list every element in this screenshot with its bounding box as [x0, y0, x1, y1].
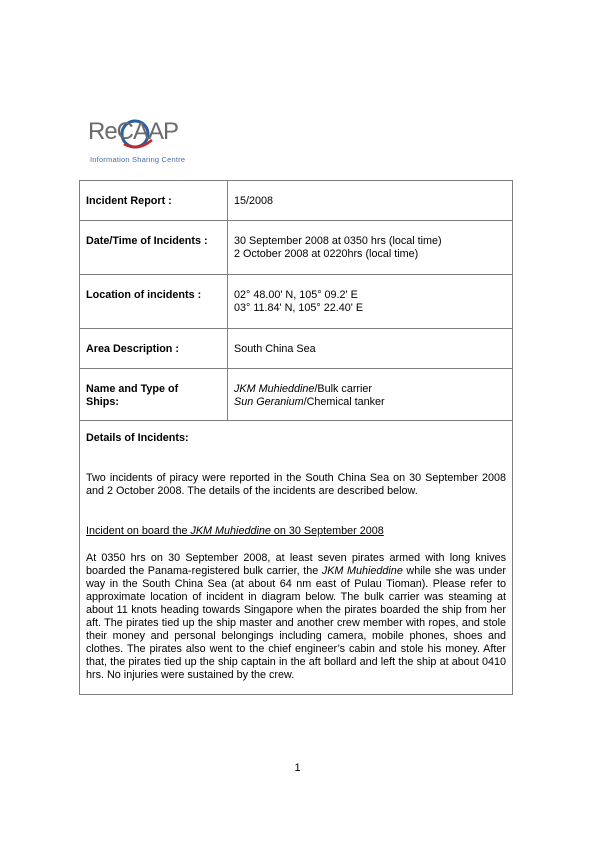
details-subheading [86, 525, 506, 538]
location-line1: 02° 48.00' N, 105° 09.2' E [234, 289, 358, 301]
ship-1-type: /Bulk carrier [314, 383, 373, 395]
date-time-line2: 2 October 2008 at 0220hrs (local time) [234, 248, 419, 260]
recaap-logo [88, 118, 208, 166]
row-incident-report [80, 181, 513, 221]
ships-value [228, 369, 513, 421]
ship-2-name: Sun Geranium [234, 396, 304, 408]
details-cell [80, 421, 513, 695]
logo-subtitle: Information Sharing Centre [90, 155, 186, 164]
ship-2-type: /Chemical tanker [303, 396, 385, 408]
incident-table [79, 180, 513, 695]
page-number: 1 [294, 762, 301, 774]
area-label: Area Description : [80, 329, 228, 369]
ships-label [80, 369, 228, 421]
date-time-value [228, 221, 513, 275]
ship-2 [234, 396, 506, 409]
details-body [86, 552, 506, 682]
ship-1 [234, 383, 506, 396]
body-part1: At 0350 hrs on 30 September 2008, at least seven pirates armed with long knives boarded the Panama-registered bulk carrier, the [86, 552, 506, 577]
incident-report-value: 15/2008 [228, 181, 513, 221]
ships-label-line2: Ships: [86, 396, 119, 408]
logo-text: ReCAAP [88, 118, 179, 145]
location-value [228, 275, 513, 329]
date-time-line1: 30 September 2008 at 0350 hrs (local time) [234, 235, 442, 247]
date-time-label: Date/Time of Incidents : [80, 221, 228, 275]
body-ship: JKM Muhieddine [321, 565, 403, 577]
row-ships [80, 369, 513, 421]
subheading-suffix: on 30 September 2008 [270, 525, 384, 537]
row-date-time [80, 221, 513, 275]
ships-label-line1: Name and Type of [86, 383, 179, 395]
subheading-ship: JKM Muhieddine [190, 525, 271, 537]
details-intro: Two incidents of piracy were reported in the South China Sea on 30 September 2008 and 2 October 2008. The details of the incidents are described below. [86, 472, 506, 497]
row-details [80, 421, 513, 695]
body-part2: while she was under way in the South China Sea (at about 64 nm east of Pulau Tioman). Please refer to approximate location of incident in diagram below. The bulk carrier was steaming at about 11 knots heading towards Singapore when the pirates boarded the ship from her aft. The pirates tied up the ship master and another crew member with ropes, and stole their money and personal belongings including camera, mobile phones, shoes and clothes. The pirates also went to the chief engineer’s cabin and stole his money. After that, the pirates tied up the ship captain in the aft bollard and left the ship at about 0410 hrs. No injuries were sustained by the crew. [86, 565, 507, 681]
row-area [80, 329, 513, 369]
details-heading: Details of Incidents: [86, 432, 189, 444]
location-line2: 03° 11.84' N, 105° 22.40' E [234, 302, 364, 314]
ship-1-name: JKM Muhieddine [234, 383, 315, 395]
subheading-prefix: Incident on board the [86, 525, 191, 537]
location-label: Location of incidents : [80, 275, 228, 329]
incident-report-label: Incident Report : [80, 181, 228, 221]
area-value: South China Sea [228, 329, 513, 369]
row-location [80, 275, 513, 329]
